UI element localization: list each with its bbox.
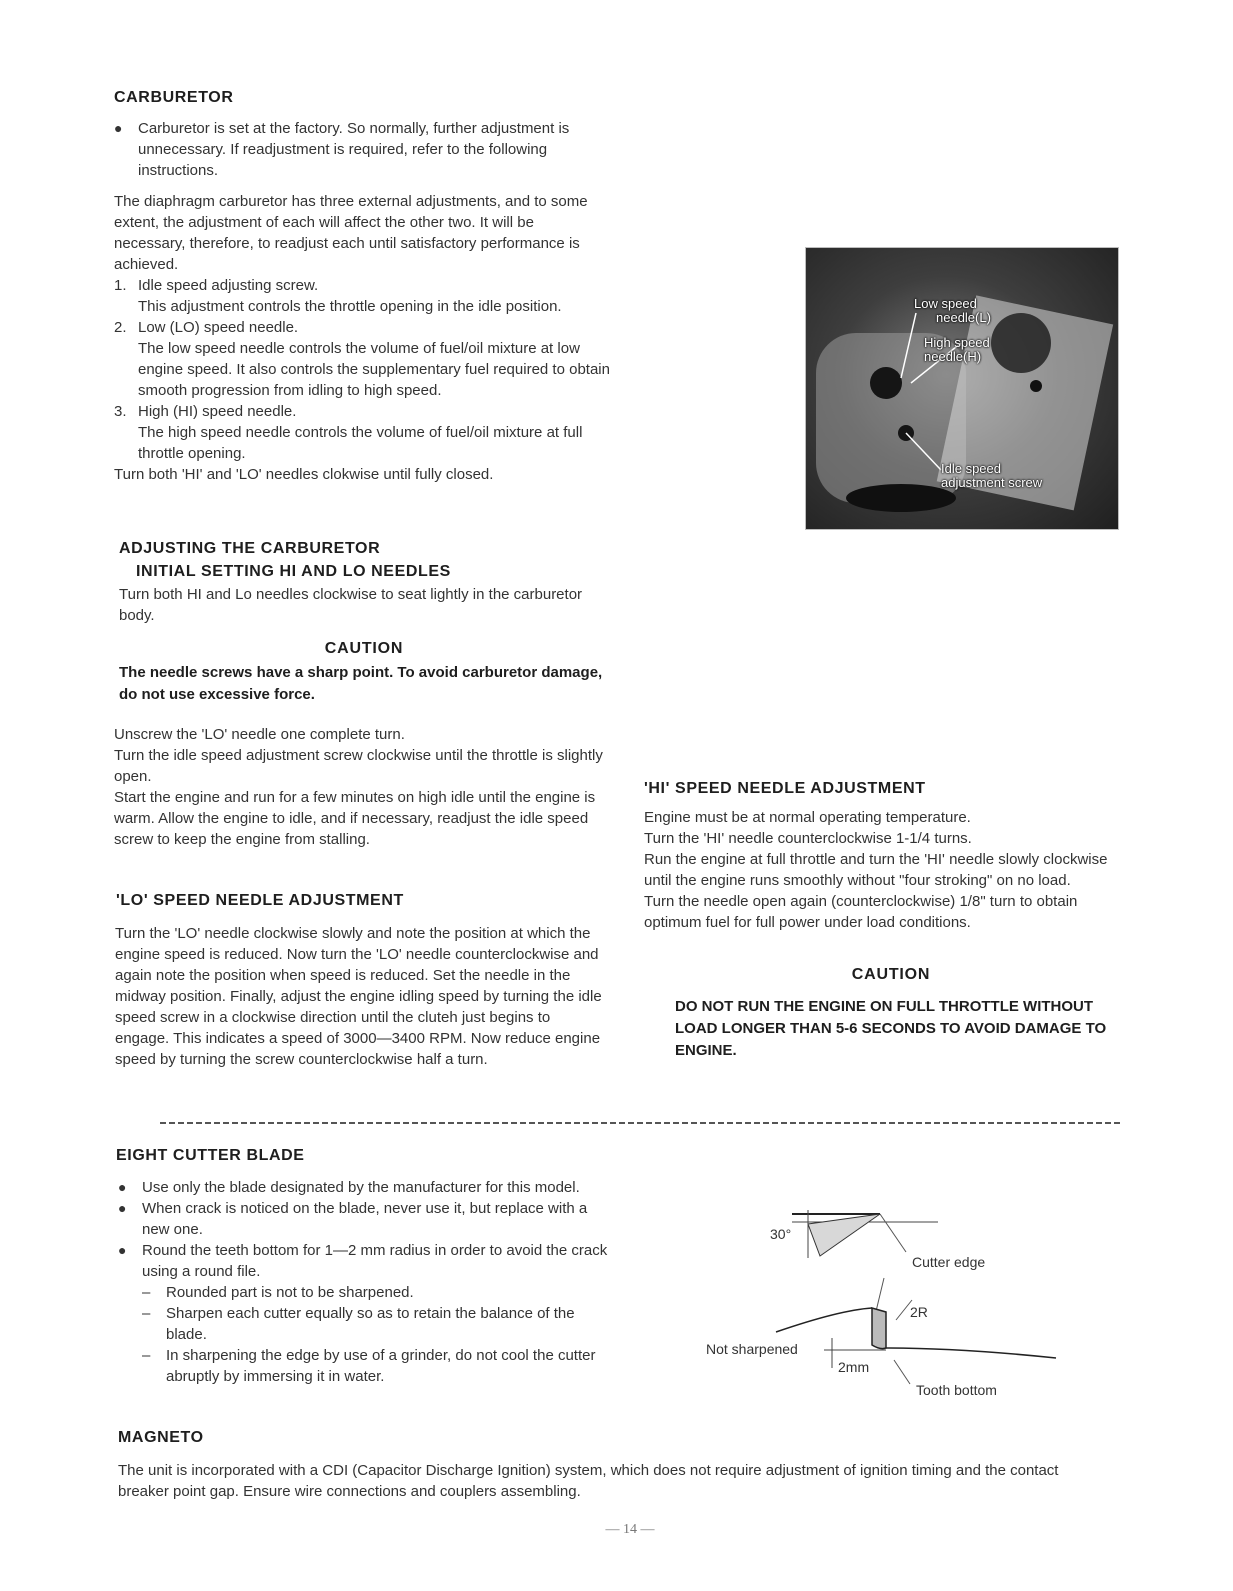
carburetor-photo (805, 247, 1119, 530)
section-divider (160, 1122, 1120, 1124)
bullet-icon: ● (118, 1200, 127, 1216)
item-number: 3. (114, 403, 127, 420)
carburetor-closing: Turn both 'HI' and 'LO' needles clokwise until fully closed. (114, 466, 494, 483)
carburetor-intro: The diaphragm carburetor has three external adjustments, and to some extent, the adjustment of each will affect the other two. It will be necessary, therefore, to readjust each until satisfactory performance is achieved. (114, 193, 588, 273)
step-3: Start the engine and run for a few minutes on high idle until the engine is warm. Allow the engine to idle, and if necessary, readjust the idle speed screw to keep the engine from stalling. (114, 789, 596, 848)
adjusting-text: Turn both HI and Lo needles clockwise to seat lightly in the carburetor body. (119, 586, 583, 624)
blade-bullet-text: Round the teeth bottom for 1—2 mm radius in order to avoid the crack using a round file. (142, 1242, 608, 1280)
hi-adjust-step-1: Engine must be at normal operating temperature. (644, 809, 971, 826)
item-number: 2. (114, 319, 127, 336)
blade-dash-3 (142, 1345, 610, 1387)
magneto-text: The unit is incorporated with a CDI (Capacitor Discharge Ignition) system, which does not require adjustment of ignition timing and the contact breaker point gap. Ensure wire connections and couplers assembling. (118, 1462, 1059, 1500)
photo-label-high-speed: High speed (924, 335, 990, 350)
blade-instructions (118, 1177, 610, 1387)
item-description: This adjustment controls the throttle opening in the idle position. (138, 298, 562, 315)
item-description: The low speed needle controls the volume of fuel/oil mixture at low engine speed. It also controls the supplementary fuel required to obtain smooth progression from idling to high speed. (138, 340, 610, 399)
dash-icon: – (142, 1347, 151, 1364)
photo-label-low-speed-needle: needle(L) (936, 310, 991, 325)
caution-text: The needle screws have a sharp point. To avoid carburetor damage, do not use excessive force. (119, 664, 603, 703)
blade-dash-text: Sharpen each cutter equally so as to retain the balance of the blade. (166, 1305, 575, 1343)
figure-tooth-bottom-label: Tooth bottom (916, 1382, 997, 1398)
hi-adjust-heading: 'HI' SPEED NEEDLE ADJUSTMENT (644, 780, 926, 797)
item-title: High (HI) speed needle. (138, 403, 297, 420)
figure-not-sharpened-label: Not sharpened (706, 1341, 798, 1357)
item-title: Low (LO) speed needle. (138, 319, 299, 336)
magneto-heading: MAGNETO (118, 1429, 204, 1446)
figure-angle-label: 30° (770, 1226, 792, 1242)
blade-figure (700, 1200, 1080, 1410)
blade-bullet-text: When crack is noticed on the blade, never use it, but replace with a new one. (142, 1200, 588, 1238)
carburetor-item-3 (114, 401, 610, 422)
item-number: 1. (114, 277, 127, 294)
hi-adjust-text (644, 807, 1138, 933)
item-description: The high speed needle controls the volume of fuel/oil mixture at full throttle opening. (138, 424, 583, 462)
carburetor-bullet-text: Carburetor is set at the factory. So normally, further adjustment is unnecessary. If readjustment is required, refer to the following instructions. (138, 120, 570, 179)
caution-heading: CAUTION (324, 640, 404, 657)
dash-icon: – (142, 1284, 151, 1301)
lo-adjust-heading: 'LO' SPEED NEEDLE ADJUSTMENT (116, 892, 404, 909)
blade-bullet-2 (118, 1198, 610, 1240)
step-1: Unscrew the 'LO' needle one complete turn. (114, 726, 405, 743)
carburetor-heading: CARBURETOR (114, 89, 234, 106)
lo-adjust-text: Turn the 'LO' needle clockwise slowly and note the position at which the engine speed is reduced. Now turn the 'LO' needle counterclockwise and again note the position when speed is reduced. Set the needle in the midway position. Finally, adjust the engine idling speed by turning the idle speed screw in a clockwise direction until the cluteh just begins to engage. This indicates a speed of 3000—3400 RPM. Now reduce engine speed by turning the screw counterclockwise half a turn. (115, 925, 602, 1068)
bullet-icon: ● (118, 1179, 127, 1195)
bullet-icon: ● (114, 120, 123, 136)
item-title: Idle speed adjusting screw. (138, 277, 319, 294)
carburetor-items (114, 275, 610, 485)
adjusting-steps (114, 724, 608, 850)
hi-adjust-step-2: Turn the 'HI' needle counterclockwise 1-1/4 turns. (644, 830, 972, 847)
photo-label-high-speed-needle: needle(H) (924, 349, 982, 364)
figure-length-label: 2mm (838, 1359, 870, 1375)
step-2: Turn the idle speed adjustment screw clockwise until the throttle is slightly open. (114, 747, 603, 785)
hi-adjust-step-3: Run the engine at full throttle and turn the 'HI' needle slowly clockwise until the engine runs smoothly without "four stroking" on no load. (644, 851, 1108, 889)
hi-adjust-step-4: Turn the needle open again (counterclockwise) 1/8" turn to obtain optimum fuel for full power under load conditions. (644, 893, 1078, 931)
blade-heading: EIGHT CUTTER BLADE (116, 1147, 305, 1164)
adjusting-subheading: INITIAL SETTING HI AND LO NEEDLES (136, 563, 451, 580)
blade-dash-2 (142, 1303, 610, 1345)
page-number: — 14 — (605, 1522, 655, 1537)
blade-dash-text: In sharpening the edge by use of a grinder, do not cool the cutter abruptly by immersing it in water. (166, 1347, 596, 1385)
blade-bullet-3 (118, 1240, 610, 1282)
adjusting-heading: ADJUSTING THE CARBURETOR (119, 540, 381, 557)
figure-cutter-edge-label: Cutter edge (912, 1254, 986, 1270)
caution-heading: CAUTION (851, 966, 931, 983)
carburetor-item-1 (114, 275, 610, 296)
blade-bullet-1 (118, 1177, 610, 1198)
photo-label-idle-speed: Idle speed (941, 461, 1001, 476)
bullet-icon: ● (118, 1242, 127, 1258)
caution-text: DO NOT RUN THE ENGINE ON FULL THROTTLE WITHOUT LOAD LONGER THAN 5-6 SECONDS TO AVOID DAMAGE TO ENGINE. (675, 998, 1107, 1059)
photo-label-idle-adjustment-screw: adjustment screw (941, 475, 1043, 490)
dash-icon: – (142, 1305, 151, 1322)
blade-bullet-text: Use only the blade designated by the manufacturer for this model. (142, 1179, 580, 1196)
blade-dash-text: Rounded part is not to be sharpened. (166, 1284, 414, 1301)
carburetor-bullet (114, 118, 630, 181)
blade-dash-1 (142, 1282, 610, 1303)
photo-label-low-speed: Low speed (914, 296, 977, 311)
figure-radius-label: 2R (910, 1304, 928, 1320)
blade-figure-drawing (700, 1200, 1080, 1410)
carburetor-item-2 (114, 317, 610, 338)
